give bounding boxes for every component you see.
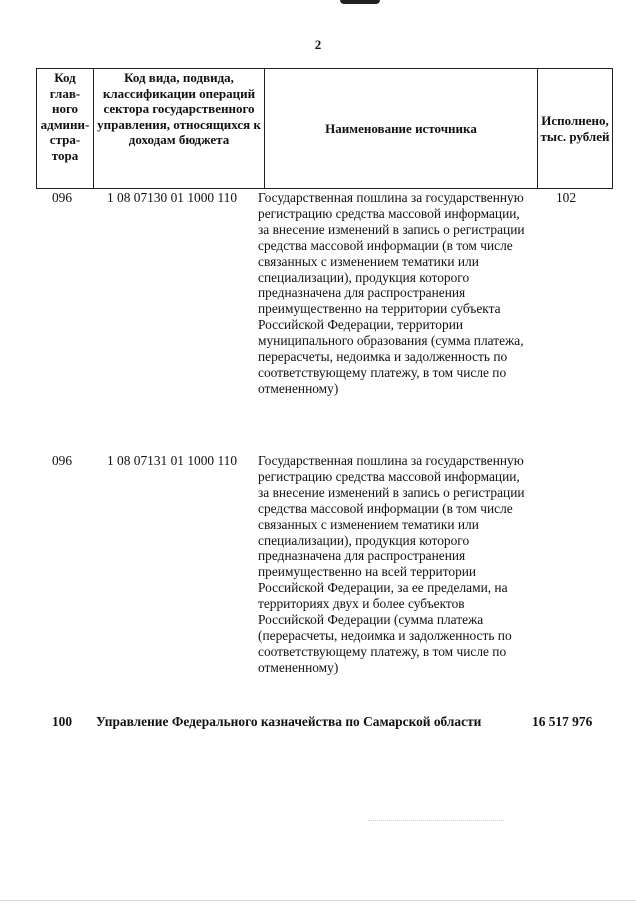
administrator-name: Управление Федерального казначейства по Самарской области bbox=[96, 714, 482, 729]
source-name-cell: Государственная пошлина за государственную регистрацию средства массовой информации, за внесение изменений в запись о регистрации средства массовой информации (в том числе связанных с изменением тематики или специализации), продукция которого предназначена для распространения преимущественно на всей территории Российской Федерации, за ее пределами, на территориях двух и более субъектов Российской Федерации (сумма платежа (перерасчеты, недоимка и задолженность по соответствующему платежу, в том числе по отмененному) bbox=[258, 453, 525, 675]
amount-cell: 102 bbox=[555, 190, 577, 205]
top-edge-mark bbox=[340, 0, 380, 4]
header-source-name: Наименование источника bbox=[265, 69, 538, 189]
source-name-cell: Государственная пошлина за государственную регистрацию средства массовой информации, за внесение изменений в запись о регистрации средства массовой информации (в том числе связанных с изменением тематики или специализации), продукция которого предназначена для распространения преимущественно на территории субъекта Российской Федерации, территории муниципального образования (сумма платежа, перерасчеты, недоимка и задолженность по соответствующему платежу, в том числе по отмененному) bbox=[258, 190, 525, 396]
page-number: 2 bbox=[314, 37, 322, 52]
admin-code-cell: 096 bbox=[51, 190, 73, 205]
header-classification-code: Код вида, подвида, классификации операций сектора государственного управления, относящихся к доходам бюджета bbox=[94, 69, 265, 189]
administrator-amount: 16 517 976 bbox=[532, 714, 593, 729]
admin-code-cell: 096 bbox=[51, 453, 73, 468]
classification-code-cell: 1 08 07131 01 1000 110 bbox=[106, 453, 238, 468]
table-header bbox=[36, 68, 613, 189]
admin-code-cell: 100 bbox=[51, 714, 73, 729]
header-admin-code: Код главного администратора bbox=[37, 69, 94, 189]
classification-code-cell: 1 08 07130 01 1000 110 bbox=[106, 190, 238, 205]
header-amount: Исполнено, тыс. рублей bbox=[538, 69, 613, 189]
scan-artifact bbox=[368, 820, 504, 822]
page-bottom-edge bbox=[0, 900, 636, 901]
